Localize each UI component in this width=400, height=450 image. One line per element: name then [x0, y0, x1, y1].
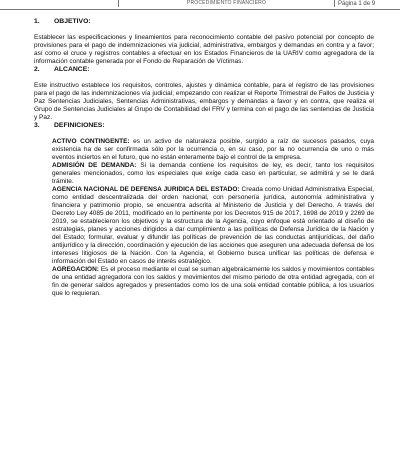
definition-agregacion	[52, 266, 374, 298]
page-number: Página 1 de 9	[338, 1, 376, 7]
definition-term: AGENCIA NACIONAL DE DEFENSA JURIDICA DEL ESTADO:	[52, 186, 240, 193]
definition-term: AGREGACION:	[52, 266, 99, 273]
definition-text: Si la demanda contiene los requisitos de ley, es decir, tanto los requisitos generales mencionados, como los especiales que exige cada caso en particular, se admitirá y se le dará trámite.	[52, 162, 374, 185]
definition-term: ACTIVO CONTINGENTE:	[52, 138, 130, 145]
definition-text: Es el proceso mediante el cual se suman algebraicamente los saldos y movimientos contables de una entidad agregadora con los saldos y movimientos del mismo periodo de otra entidad agregada, con el fin de generar saldos agregados y presentados como los de una sola entidad contable pública, a los usuarios que lo requieran.	[52, 266, 374, 297]
definition-agencia-nacional	[52, 186, 374, 266]
section-number: 2.	[34, 66, 40, 73]
definition-term: ADMISIÓN DE DEMANDA:	[52, 162, 137, 169]
definitions-list	[34, 138, 374, 298]
document-header	[0, 0, 400, 10]
section-title: OBJETIVO:	[54, 18, 91, 25]
document-body	[34, 18, 374, 298]
section-heading-definiciones	[34, 122, 374, 130]
definition-text: es un activo de naturaleza posible, surgido a raíz de sucesos pasados, cuya existencia ha de ser confirmada sólo por la ocurrencia o, en su caso, por la no ocurrencia de uno o más eventos inciertos en el futuro, que no están enteramente bajo el control de la empresa.	[52, 138, 374, 161]
definition-text: Creada como Unidad Administrativa Especial, como entidad descentralizada del orden nacional, con personería jurídica, autonomía administrativa y financiera y patrimonio propio, se encuentra adscrita al Ministerio de Justicia y del Derecho. A través del Decreto Ley 4085 de 2011, modificado en lo pertinente por los Decretos 915 de 2017, 1698 de 2019 y 2269 de 2019, se establecieron los objetivos y la estructura de la Agencia, cuyo enfoque está orientado al diseño de estrategias, planes y acciones dirigidos a dar cumplimiento a las políticas de Defensa Jurídica de la Nación y del Estado; formular, evaluar y difundir las políticas de prevención de las conductas antijurídicas, del daño antijurídico y la dirección, coordinación y ejecución de las acciones que aseguren una adecuada defensa de los intereses litigiosos de la Nación. Con la Agencia, el Gobierno busca unificar las políticas de defensa e información del Estado en casos de interés estratégico.	[52, 186, 374, 265]
section-number: 1.	[34, 18, 40, 25]
section-text-objetivo: Establecer las especificaciones y lineamientos para reconocimiento contable del pasivo potencial por concepto de provisiones para el pago de indemnizaciones vía judicial, administrativa, embargos y demandas en contra y a favor; así como el cruce y registros contables a efectuar en los Estados Financieros de la UARIV como agregadora de la información contable generada por el Fondo de Reparación de Víctimas.	[34, 34, 374, 65]
section-title: DEFINICIONES:	[54, 122, 105, 129]
header-title: PROCEDIMIENTO FINANCIERO	[118, 0, 335, 7]
section-title: ALCANCE:	[54, 66, 90, 73]
section-heading-objetivo	[34, 18, 374, 26]
section-number: 3.	[34, 122, 40, 129]
definition-activo-contingente	[52, 138, 374, 162]
section-heading-alcance	[34, 66, 374, 74]
section-text-alcance: Este instructivo establece los requisitos, controles, ajustes y dinámica contable, para el registro de las provisiones para el pago de las indemnizaciones vía judicial; empezando con realizar el Reporte Trimestral de Fallos de Justicia y Paz Sentencias Judiciales, Sentencias Administrativas, embargos y demandas a favor y en contra, que realiza el Grupo de Sentencias Judiciales al Grupo de Contabilidad del FRV y termina con el pago de las sentencias de Justicia y Paz.	[34, 82, 374, 121]
definition-admision-demanda	[52, 162, 374, 186]
